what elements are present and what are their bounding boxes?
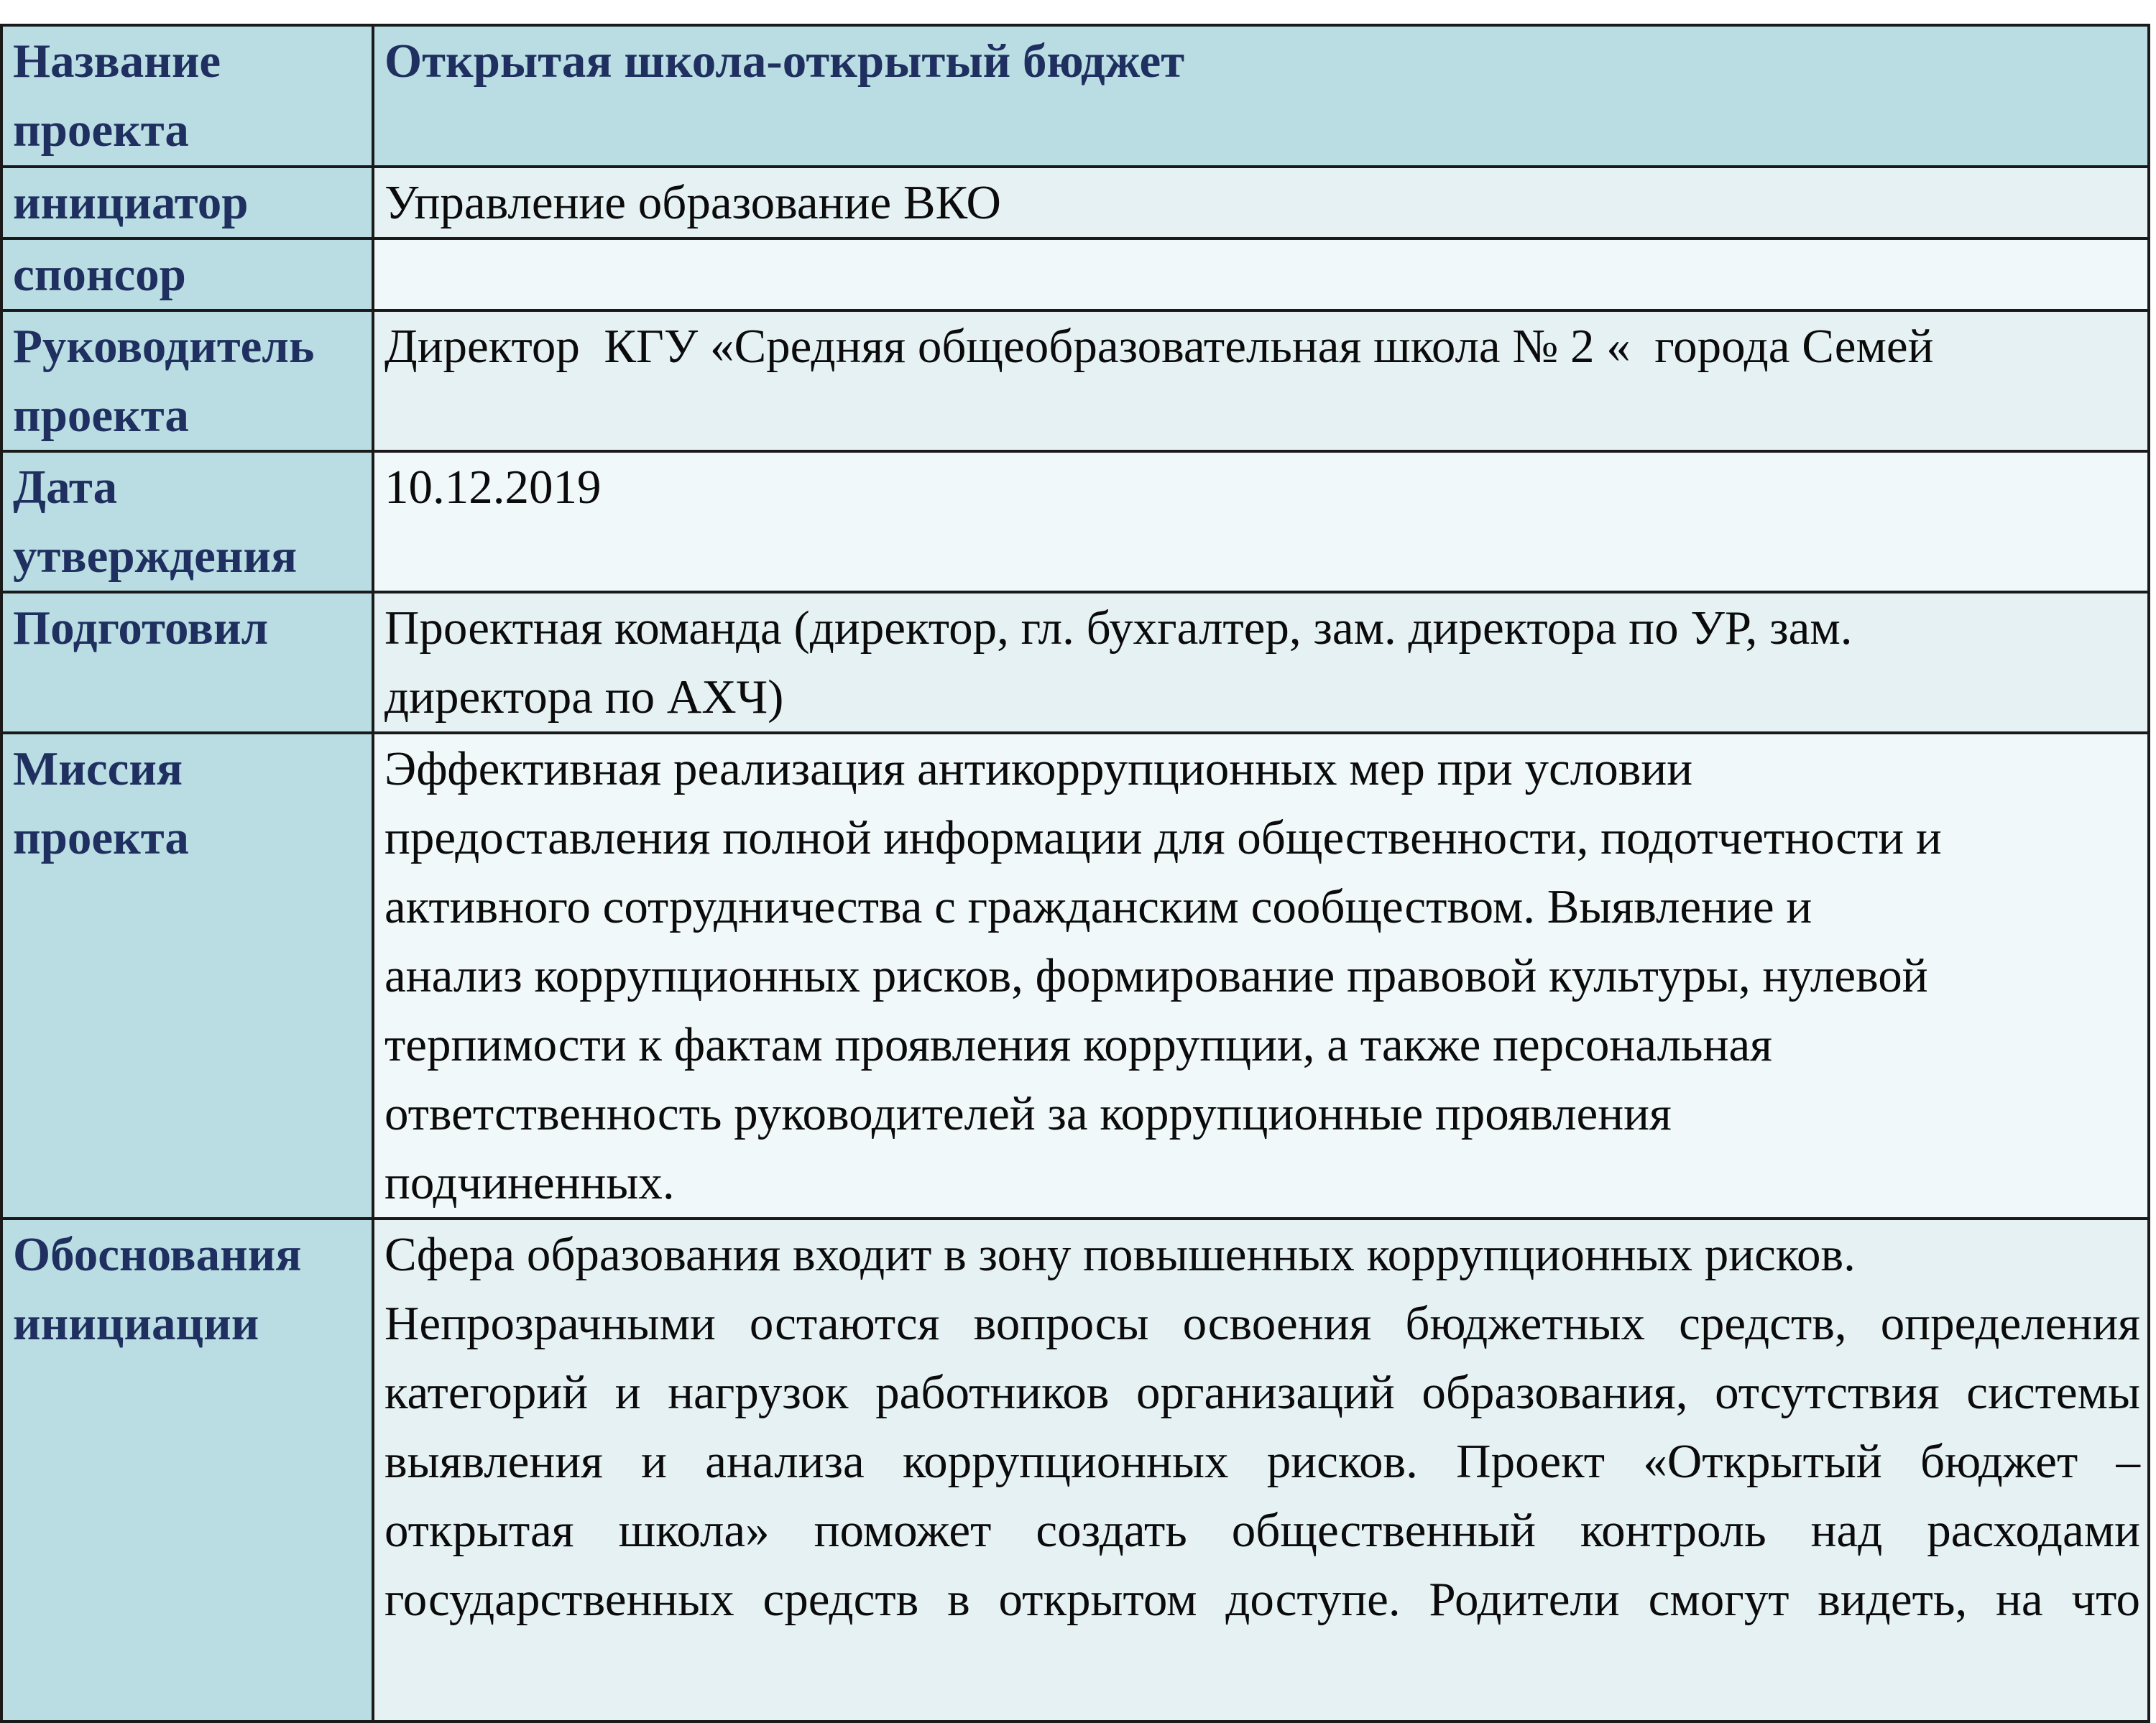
value-line — [384, 240, 2140, 309]
value-line: подчиненных. — [384, 1156, 675, 1209]
value-initiation-rationale — [373, 1219, 2149, 1722]
value-line: Эффективная реализация антикоррупционных мер при условии — [384, 742, 1693, 795]
value-line: Непрозрачными остаются вопросы освоения бюджетных средств, определения — [384, 1297, 2140, 1350]
value-mission — [373, 733, 2149, 1219]
project-table — [0, 24, 2150, 1723]
row-project-manager — [1, 310, 2149, 451]
value-line: Директор КГУ «Средняя общеобразовательная школа № 2 « города Семей — [384, 320, 1934, 373]
label-line: утверждения — [13, 530, 298, 583]
label-project-manager — [1, 310, 373, 451]
value-line: Управление образование ВКО — [384, 176, 1001, 229]
row-mission — [1, 733, 2149, 1219]
value-line: категорий и нагрузок работников организаций образования, отсутствия системы — [384, 1366, 2140, 1419]
label-line: спонсор — [13, 248, 186, 301]
value-line: предоставления полной информации для общественности, подотчетности и — [384, 811, 1942, 864]
label-line: проекта — [13, 389, 189, 442]
label-line: инициатор — [13, 176, 249, 229]
value-line: активного сотрудничества с гражданским сообществом. Выявление и — [384, 880, 1812, 933]
row-initiator — [1, 167, 2149, 239]
row-sponsor — [1, 239, 2149, 310]
label-prepared-by — [1, 592, 373, 733]
label-initiation-rationale — [1, 1219, 373, 1722]
label-line: проекта — [13, 811, 189, 864]
value-approval-date — [373, 451, 2149, 592]
value-line: Проектная команда (директор, гл. бухгалтер, зам. директора по УР, зам. — [384, 601, 1853, 655]
value-line: 10.12.2019 — [384, 461, 602, 514]
value-project-name — [373, 25, 2149, 167]
label-line: инициации — [13, 1297, 259, 1350]
value-sponsor — [373, 239, 2149, 310]
row-initiation-rationale — [1, 1219, 2149, 1722]
label-initiator — [1, 167, 373, 239]
label-line: Миссия — [13, 742, 183, 795]
label-sponsor — [1, 239, 373, 310]
label-approval-date — [1, 451, 373, 592]
label-mission — [1, 733, 373, 1219]
row-approval-date — [1, 451, 2149, 592]
value-line: Сфера образования входит в зону повышенных коррупционных рисков. — [384, 1228, 1856, 1281]
project-passport — [0, 24, 2147, 1723]
label-line: проекта — [13, 103, 189, 157]
label-line: Подготовил — [13, 601, 269, 655]
value-initiator — [373, 167, 2149, 239]
value-line: терпимости к фактам проявления коррупции, а также персональная — [384, 1018, 1772, 1071]
value-line: Открытая школа-открытый бюджет — [384, 34, 1185, 88]
label-line: Дата — [13, 461, 118, 514]
value-line: государственных средств в открытом доступе. Родители смогут видеть, на что — [384, 1573, 2140, 1626]
row-project-name — [1, 25, 2149, 167]
value-line: выявления и анализа коррупционных рисков. Проект «Открытый бюджет – — [384, 1435, 2140, 1488]
value-line: открытая школа» поможет создать общественный контроль над расходами — [384, 1504, 2140, 1557]
value-project-manager — [373, 310, 2149, 451]
value-line: ответственность руководителей за коррупционные проявления — [384, 1087, 1672, 1140]
label-line: Название — [13, 34, 221, 88]
label-line: Обоснования — [13, 1228, 302, 1281]
value-line: директора по АХЧ) — [384, 670, 784, 724]
label-project-name — [1, 25, 373, 167]
label-line: Руководитель — [13, 320, 315, 373]
value-prepared-by — [373, 592, 2149, 733]
value-line: анализ коррупционных рисков, формирование правовой культуры, нулевой — [384, 949, 1928, 1002]
row-prepared-by — [1, 592, 2149, 733]
